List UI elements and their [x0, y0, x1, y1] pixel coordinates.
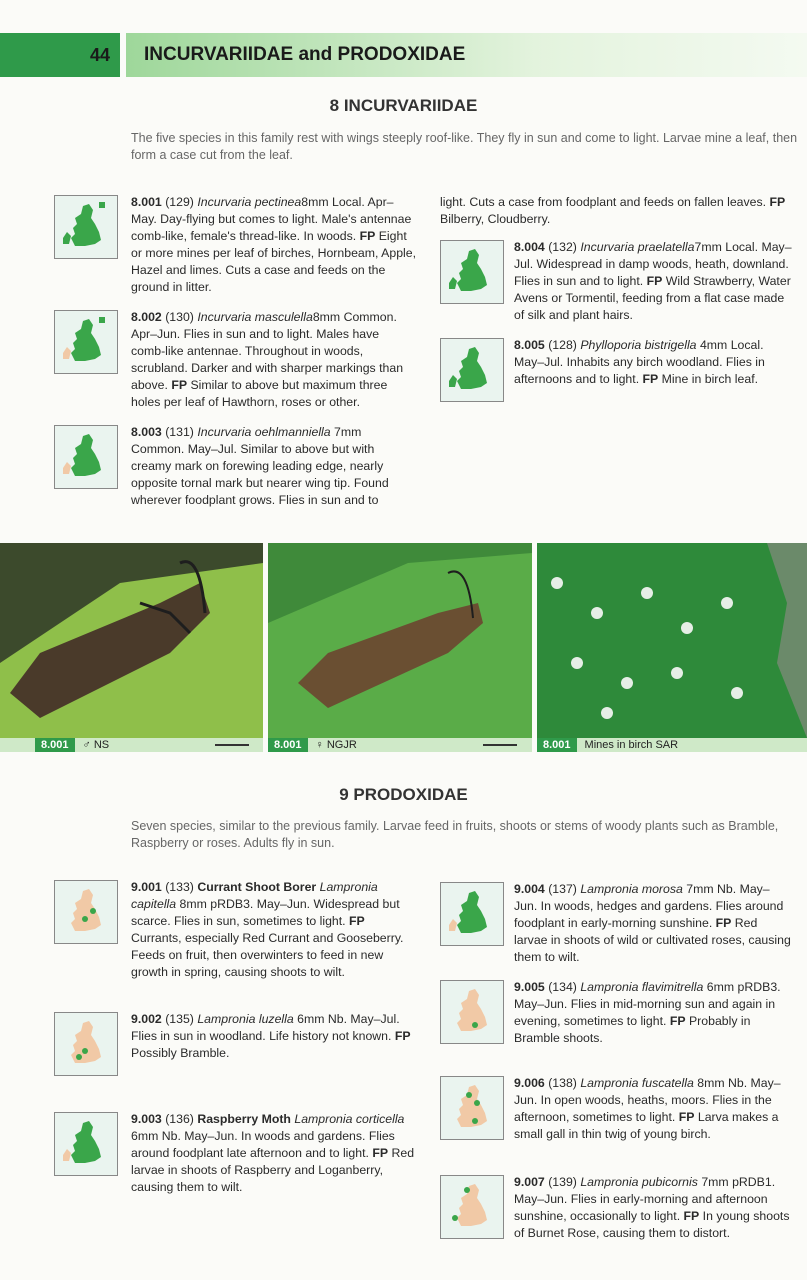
distribution-map	[54, 195, 118, 259]
distribution-map	[440, 980, 504, 1044]
header-banner	[126, 33, 807, 77]
species-entry-9002: 9.002 (135) Lampronia luzella 6mm Nb. May–Jul. Flies in sun in woodland. Life history not known. FP Possibly Bramble.	[131, 1012, 411, 1060]
species-entry-9007: 9.007 (139) Lampronia pubicornis 7mm pRDB1. May–Jun. Flies in early-morning and afternoon sunshine, occasionally to light. FP In young shoots of Burnet Rose, causing them to distort.	[514, 1175, 790, 1240]
species-entry-8002: 8.002 (130) Incurvaria masculella8mm Common. Apr–Jun. Flies in sun and to light. Males have comb-like antennae. Throughout in woods, scrubland. Darker and with sharper markings than above. FP Similar to above but maximum three holes per leaf of Hawthorn, roses or other.	[131, 310, 404, 409]
species-entry-8001: 8.001 (129) Incurvaria pectinea8mm Local. Apr–May. Day-flying but comes to light. Male's antennae comb-like, female's thread-like. In woods. FP Eight or more mines per leaf of birches, Hornbeam, Apple, Hazel and limes. Cuts a case and feeds on the ground in litter.	[131, 195, 417, 294]
photo-caption: 8.001 Mines in birch SAR	[537, 738, 807, 752]
species-entry-9003: 9.003 (136) Raspberry Moth Lampronia corticella 6mm Nb. May–Jun. In woods and gardens. Flies around foodplant late afternoon and to light. FP Red larvae in shoots of Raspberry and Loganberry, causing them to wilt.	[131, 1112, 415, 1194]
species-entry-9006: 9.006 (138) Lampronia fuscatella 8mm Nb. May–Jun. In open woods, heaths, moors. Flies in the afternoon, sometimes to light. FP Larva makes a small gall in thin twig of young birch.	[514, 1076, 781, 1141]
page-header	[0, 33, 807, 77]
species-entry-8005: 8.005 (128) Phylloporia bistrigella 4mm Local. May–Jul. Inhabits any birch woodland. Flies in afternoons and to light. FP Mine in birch leaf.	[514, 338, 765, 386]
section-title-prodoxidae: 9 PRODOXIDAE	[339, 785, 468, 804]
species-entry-9005: 9.005 (134) Lampronia flavimitrella 6mm pRDB3. May–Jun. Flies in mid-morning sun and again in evening, sometimes to light. FP Probably in Bramble shoots.	[514, 980, 781, 1045]
distribution-map	[54, 310, 118, 374]
distribution-map	[54, 880, 118, 944]
distribution-map	[440, 338, 504, 402]
species-entry-8003: 8.003 (131) Incurvaria oehlmanniella 7mm Common. May–Jul. Similar to above but with creamy mark on forewing leading edge, nearly opposite tornal mark but nearer wing tip. Found wherever foodplant grows. Flies in sun and to	[131, 425, 389, 507]
distribution-map	[54, 425, 118, 489]
page-title: INCURVARIIDAE and PRODOXIDAE	[144, 44, 466, 65]
photo-caption: 8.001 ♂ NS	[0, 738, 263, 752]
distribution-map	[54, 1012, 118, 1076]
distribution-map	[440, 882, 504, 946]
photo-female-moth	[268, 543, 532, 738]
species-entry-9001: 9.001 (133) Currant Shoot Borer Lampronia capitella 8mm pRDB3. May–Jun. Widespread but scarce. Flies in sun, sometimes to light. FP Currants, especially Red Currant and Gooseberry. Feeds on fruit, then overwinters to feed in new growth in spring, causing shoots to wilt.	[131, 880, 404, 979]
species-entry-9004: 9.004 (137) Lampronia morosa 7mm Nb. May– Jun. In woods, hedges and gardens. Flies around foodplant in early-morning sunshine. FP Red larvae in shoots of wild or cultivated roses, causing them to wilt.	[514, 882, 791, 964]
species-entry-8004: 8.004 (132) Incurvaria praelatella7mm Local. May–Jul. Widespread in damp woods, heath, downland. Flies in sun and to light. FP Wild Strawberry, Water Avens or Tormentil, feeding from a flat case made of silk and plant hairs.	[514, 240, 792, 322]
distribution-map	[440, 1175, 504, 1239]
section-title-incurvariidae: 8 INCURVARIIDAE	[329, 96, 478, 115]
distribution-map	[440, 240, 504, 304]
page-number: 44	[90, 45, 111, 65]
section-intro-prodoxidae: Seven species, similar to the previous family. Larvae feed in fruits, shoots or stems of woody plants such as Bramble, Raspberry or roses. Adults fly in sun.	[131, 819, 779, 850]
distribution-map	[54, 1112, 118, 1176]
species-entry-8003-continued: light. Cuts a case from foodplant and feeds on fallen leaves. FP Bilberry, Cloudberry.	[440, 195, 786, 226]
section-intro-incurvariidae: The five species in this family rest with wings steeply roof-like. They fly in sun and come to light. Larvae mine a leaf, then form a case cut from the leaf.	[131, 131, 798, 162]
photo-birch-mines	[537, 543, 807, 738]
distribution-map	[440, 1076, 504, 1140]
photo-caption: 8.001 ♀ NGJR	[268, 738, 532, 752]
photo-male-moth	[0, 543, 263, 738]
